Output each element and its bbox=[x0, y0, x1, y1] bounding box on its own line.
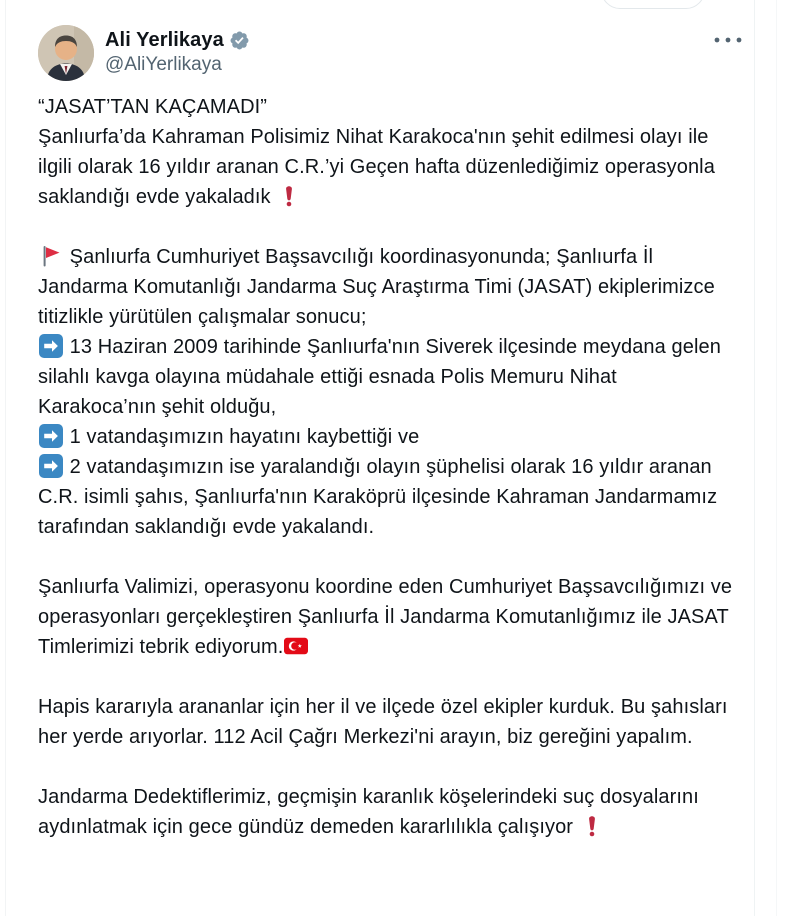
red-exclamation-emoji bbox=[580, 814, 604, 838]
post-paragraph: Hapis kararıyla arananlar için her il ve ilçede özel ekipler kurduk. Bu şahısları her yerde arıyorlar. 112 Acil Çağrı Merkezi'ni arayın, biz gereğini yapalım. bbox=[38, 696, 728, 748]
post-paragraph: “JASAT’TAN KAÇAMADI” bbox=[38, 96, 268, 118]
display-name[interactable]: Ali Yerlikaya bbox=[105, 29, 224, 51]
post-paragraph: 1 vatandaşımızın hayatını kaybettiği ve bbox=[38, 422, 738, 452]
post-paragraph: 13 Haziran 2009 tarihinde Şanlıurfa'nın Siverek ilçesinde meydana gelen silahlı kavga olayına müdahale ettiği esnada Polis Memuru Nihat Karakoca’nın şehit olduğu, bbox=[38, 336, 721, 418]
post-paragraph: Şanlıurfa Cumhuriyet Başsavcılığı koordinasyonunda; Şanlıurfa İl Jandarma Komutanlığı Jandarma Suç Araştırma Timi (JASAT) ekiplerimizce titizlikle yürütülen çalışmalar sonucu; bbox=[38, 246, 715, 328]
post-paragraph: 2 vatandaşımızın ise yaralandığı olayın şüphelisi olarak 16 yıldır aranan C.R. isimli şahıs, Şanlıurfa'nın Karaköprü ilçesinde Kahraman Jandarmamız tarafından saklandığı evde yakalandı. bbox=[38, 456, 718, 538]
verified-badge-icon bbox=[229, 30, 250, 51]
identity-block bbox=[105, 25, 710, 77]
arrow-right-emoji bbox=[39, 334, 63, 358]
more-button[interactable] bbox=[710, 33, 746, 47]
post-body bbox=[38, 92, 738, 842]
avatar[interactable] bbox=[38, 25, 94, 81]
column-border-left bbox=[5, 0, 6, 916]
tweet-header bbox=[38, 25, 746, 81]
red-flag-emoji bbox=[39, 244, 63, 268]
red-exclamation-emoji bbox=[277, 184, 301, 208]
more-dots-icon bbox=[714, 37, 742, 43]
arrow-right-emoji bbox=[39, 454, 63, 478]
post-paragraph: Şanlıurfa’da Kahraman Polisimiz Nihat Karakoca'nın şehit edilmesi olayı ile ilgili olarak 16 yıldır aranan C.R.’yi Geçen hafta düzenlediğimiz operasyonla saklandığı evde yakaladık bbox=[38, 126, 715, 208]
scrollbar-track-line bbox=[776, 0, 777, 916]
turkish-flag-emoji bbox=[284, 634, 308, 658]
post-paragraph: Şanlıurfa Valimizi, operasyonu koordine eden Cumhuriyet Başsavcılığımızı ve operasyonları gerçekleştiren Şanlıurfa İl Jandarma Komutanlığımız ile JASAT Timlerimizi tebrik ediyorum. bbox=[38, 576, 733, 658]
post-paragraph: Jandarma Dedektiflerimiz, geçmişin karanlık köşelerindeki suç dosyalarını aydınlatmak için gece gündüz demeden kararlılıkla çalışıyor bbox=[38, 786, 699, 838]
arrow-right-emoji bbox=[39, 424, 63, 448]
column-border-right bbox=[754, 0, 755, 916]
partial-button-top[interactable] bbox=[601, 0, 705, 9]
user-handle[interactable]: @AliYerlikaya bbox=[105, 54, 222, 75]
avatar-portrait-graphic bbox=[38, 25, 94, 81]
